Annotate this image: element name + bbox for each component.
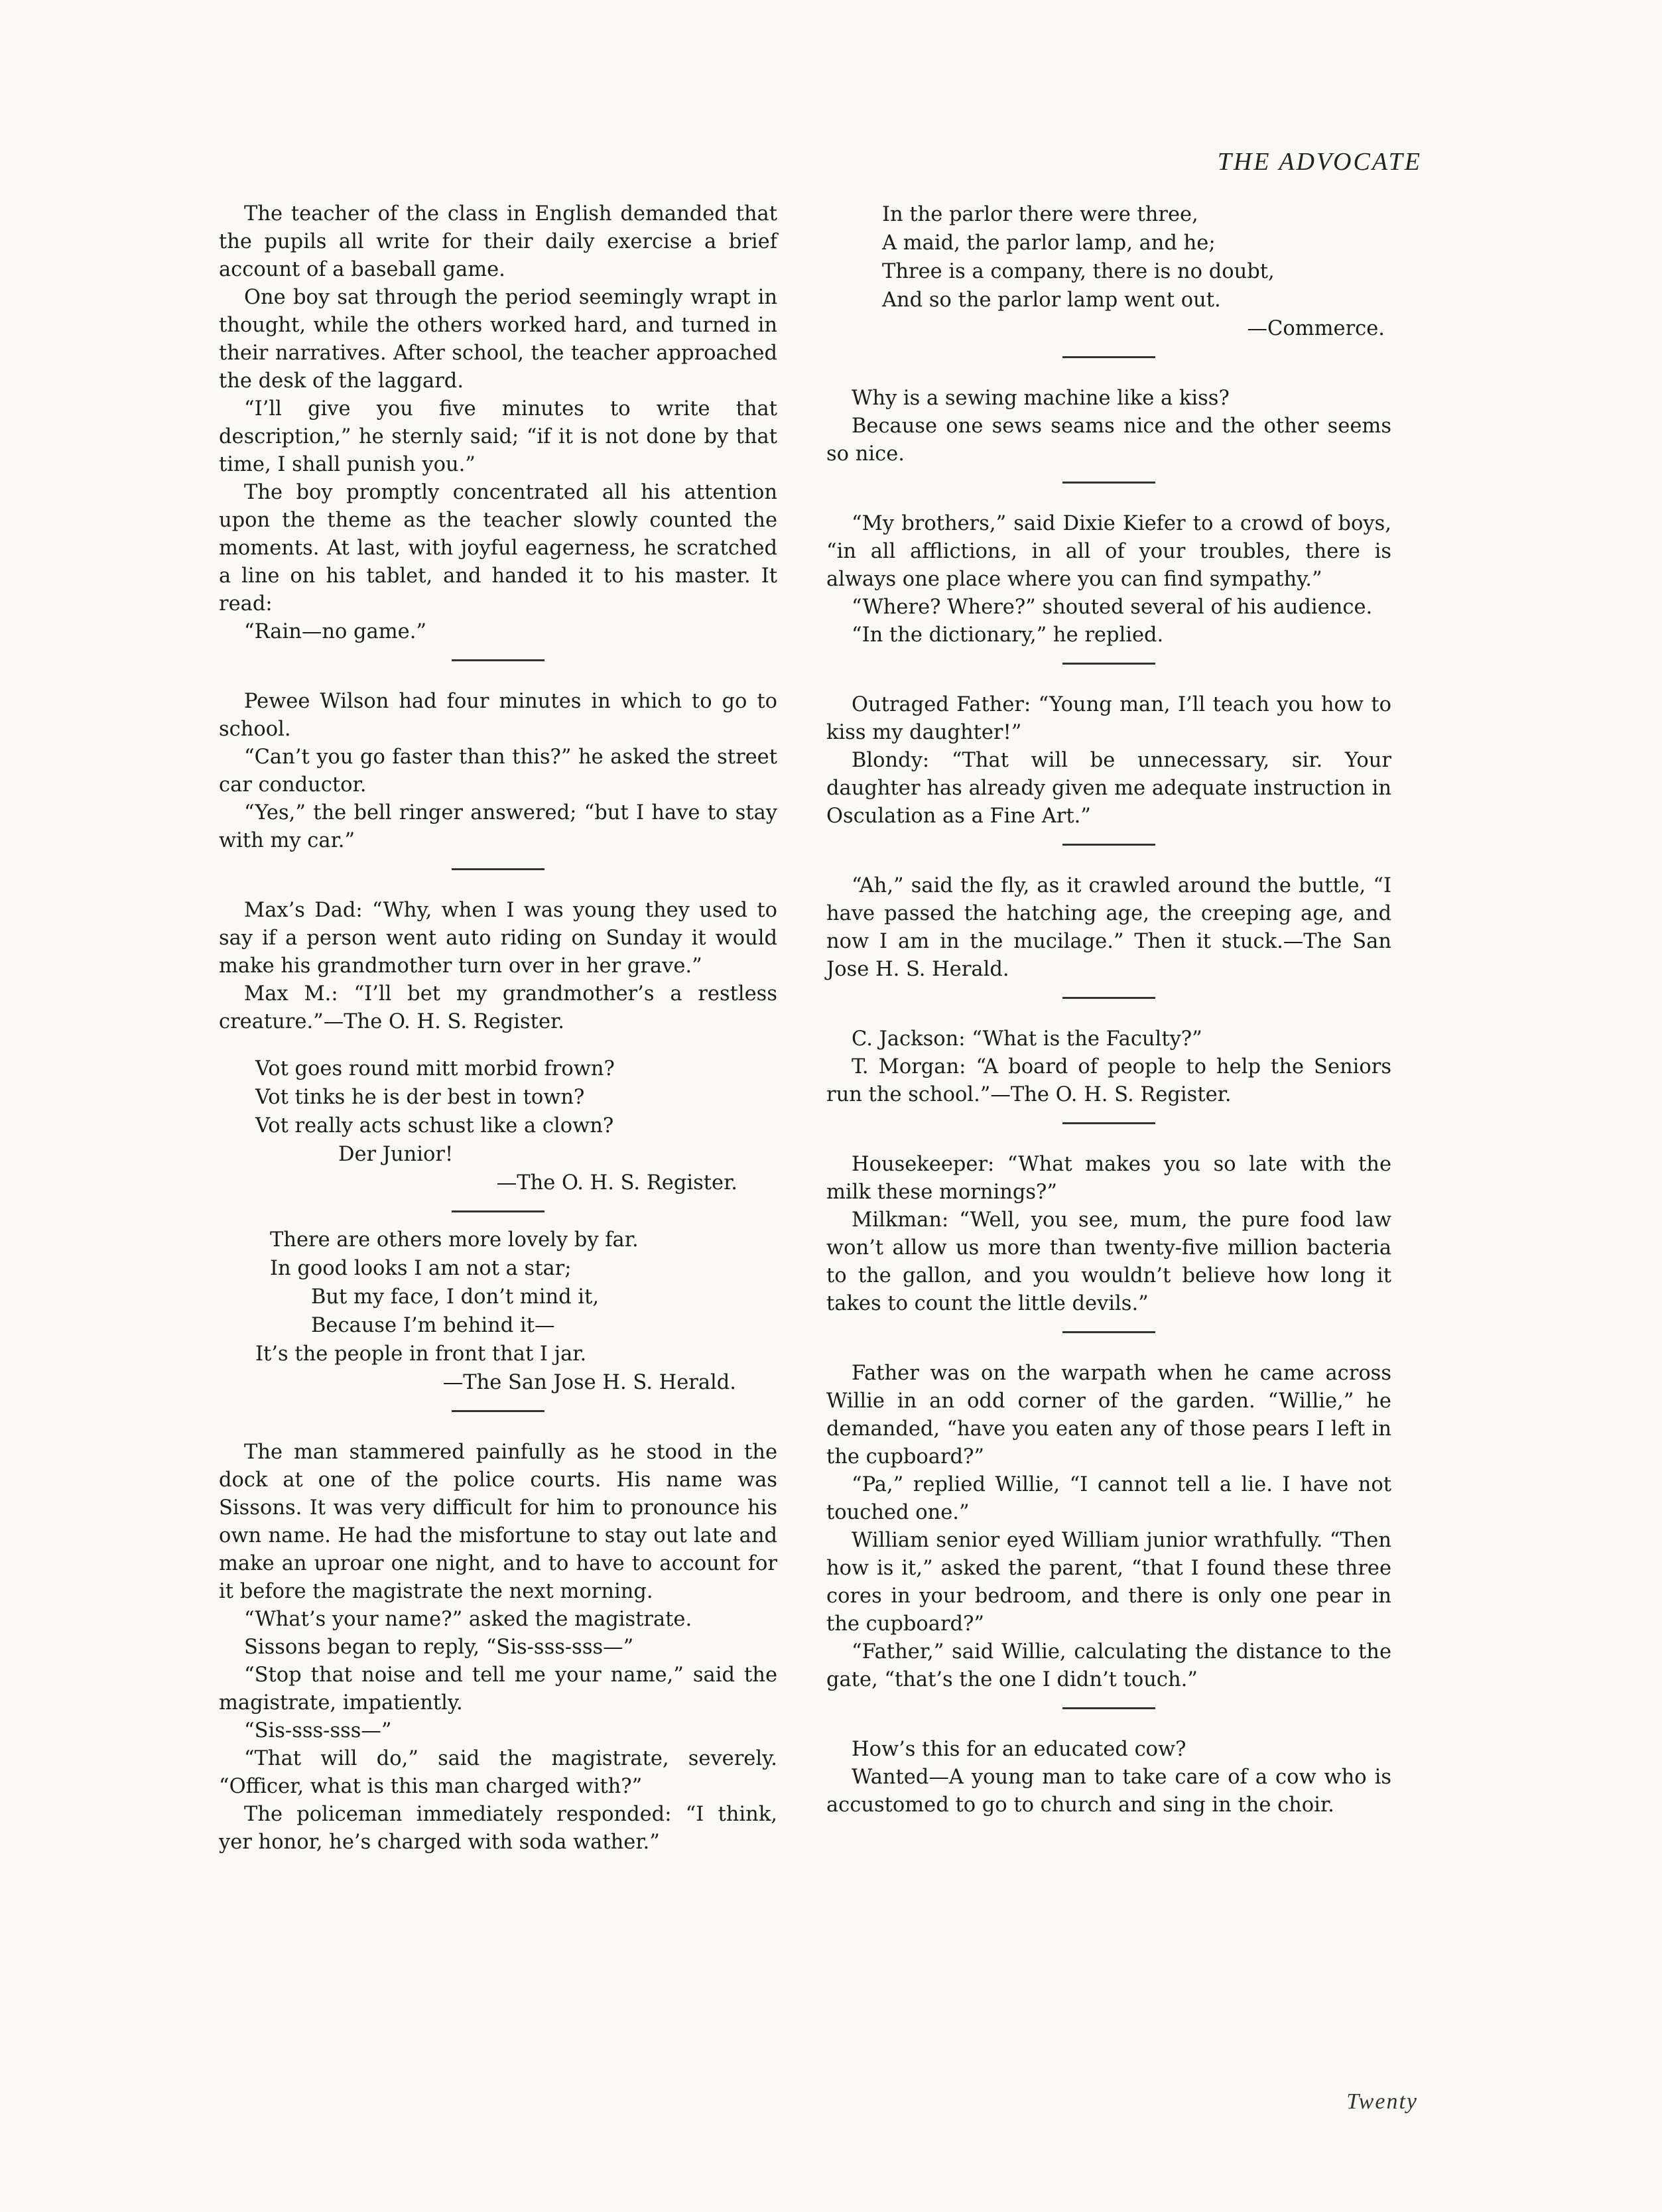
paragraph: The boy promptly concentrated all his attention upon the theme as the teacher slowly counted the moments. At last, with joyful eagerness, he scratched a line on his tablet, and handed it to his master. It read:: [219, 481, 777, 616]
verse-line: Because I’m behind it—: [311, 1314, 555, 1337]
milkman-joke: [826, 1151, 1391, 1318]
section-divider: [1062, 663, 1155, 665]
willie-joke: [826, 1360, 1391, 1694]
section-divider: [452, 868, 544, 870]
paragraph: “Sis-sss-sss—”: [244, 1719, 392, 1742]
faculty-joke: [826, 1025, 1391, 1109]
paragraph: “My brothers,” said Dixie Kiefer to a crowd of boys, “in all afflictions, in all of your troubles, there is always one place where you can find sympathy.”: [826, 512, 1391, 591]
paragraph: “That will do,” said the magistrate, severely. “Officer, what is this man charged with?”: [219, 1747, 777, 1798]
parlor-verse: [826, 200, 1391, 343]
paragraph: “Pa,” replied Willie, “I cannot tell a lie. I have not touched one.”: [826, 1473, 1391, 1524]
right-column: [826, 200, 1391, 1819]
paragraph: One boy sat through the period seemingly wrapt in thought, while the others worked hard, and turned in their narratives. After school, the teacher approached the desk of the laggard.: [219, 286, 777, 393]
paragraph: Sissons began to reply, “Sis-sss-sss—”: [244, 1636, 634, 1659]
section-divider: [452, 1210, 544, 1212]
junior-verse: [219, 1055, 777, 1197]
paragraph: T. Morgan: “A board of people to help the Seniors run the school.”—The O. H. S. Register.: [826, 1055, 1391, 1106]
paragraph: William senior eyed William junior wrathfully. “Then how is it,” asked the parent, “that I found these three cores in your bedroom, and there is only one pear in the cupboard?”: [826, 1529, 1391, 1636]
paragraph: C. Jackson: “What is the Faculty?”: [852, 1027, 1202, 1051]
section-divider: [1062, 997, 1155, 999]
left-column: [219, 200, 777, 1856]
paragraph: Father was on the warpath when he came across Willie in an odd corner of the garden. “Willie,” he demanded, “have you eaten any of those pears I left in the cupboard?”: [826, 1362, 1391, 1468]
attribution: —Commerce.: [1247, 317, 1385, 340]
page-number: Twenty: [1346, 2089, 1418, 2114]
pewee-joke: [219, 688, 777, 855]
verse-line: It’s the people in front that I jar.: [255, 1342, 587, 1366]
paragraph: Outraged Father: “Young man, I’ll teach you how to kiss my daughter!”: [826, 693, 1391, 744]
paragraph: Why is a sewing machine like a kiss?: [852, 387, 1230, 410]
section-divider: [1062, 844, 1155, 846]
paragraph: “Ah,” said the fly, as it crawled around the buttle, “I have passed the hatching age, the creeping age, and now I am in the mucilage.” Then it stuck.—The San Jose H. S. Herald.: [826, 874, 1391, 981]
fly-joke: [826, 872, 1391, 984]
running-head: THE ADVOCATE: [1217, 148, 1422, 176]
dixie-joke: [826, 510, 1391, 649]
verse-line: In the parlor there were three,: [882, 203, 1198, 226]
paragraph: Wanted—A young man to take care of a cow who is accustomed to go to church and sing in the choir.: [826, 1766, 1391, 1817]
paragraph: “Where? Where?” shouted several of his audience.: [852, 596, 1373, 619]
section-divider: [1062, 1707, 1155, 1709]
section-divider: [452, 1410, 544, 1412]
paragraph: How’s this for an educated cow?: [852, 1738, 1186, 1761]
cow-joke: [826, 1736, 1391, 1819]
paragraph: “Father,” said Willie, calculating the distance to the gate, “that’s the one I didn’t touch.”: [826, 1640, 1391, 1691]
section-divider: [452, 659, 544, 661]
verse-line: Vot tinks he is der best in town?: [255, 1086, 585, 1109]
sewing-joke: [826, 385, 1391, 468]
paragraph: Housekeeper: “What makes you so late with the milk these mornings?”: [826, 1153, 1391, 1204]
paragraph: The policeman immediately responded: “I think, yer honor, he’s charged with soda wather.”: [219, 1803, 777, 1854]
paragraph: “Stop that noise and tell me your name,” said the magistrate, impatiently.: [219, 1663, 777, 1715]
lovely-verse: [219, 1226, 777, 1397]
paragraph: Milkman: “Well, you see, mum, the pure food law won’t allow us more than twenty-five million bacteria to the gallon, and you wouldn’t believe how long it takes to count the little devils.”: [826, 1208, 1391, 1315]
paragraph: “I’ll give you five minutes to write that description,” he sternly said; “if it is not done by that time, I shall punish you.”: [219, 397, 777, 476]
verse-line: But my face, I don’t mind it,: [311, 1285, 600, 1309]
section-divider: [1062, 356, 1155, 358]
verse-line: Vot really acts schust like a clown?: [255, 1114, 614, 1138]
verse-line: Three is a company, there is no doubt,: [882, 260, 1275, 283]
section-divider: [1062, 1331, 1155, 1333]
verse-line: In good looks I am not a star;: [270, 1257, 572, 1280]
paragraph: The teacher of the class in English demanded that the pupils all write for their daily exercise a brief account of a baseball game.: [219, 202, 777, 281]
paragraph: “Yes,” the bell ringer answered; “but I have to stay with my car.”: [219, 801, 777, 852]
paragraph: The man stammered painfully as he stood in the dock at one of the police courts. His name was Sissons. It was very difficult for him to pronounce his own name. He had the misfortune to stay out late and make an uproar one night, and to have to account for it before the magistrate the next morning.: [219, 1441, 777, 1603]
paragraph: “What’s your name?” asked the magistrate.: [244, 1608, 692, 1631]
paragraph: Max M.: “I’ll bet my grandmother’s a restless creature.”—The O. H. S. Register.: [219, 982, 777, 1033]
verse-line: A maid, the parlor lamp, and he;: [882, 231, 1216, 255]
paragraph: “In the dictionary,” he replied.: [852, 623, 1164, 647]
section-divider: [1062, 1122, 1155, 1124]
max-joke: [219, 897, 777, 1036]
attribution: —The O. H. S. Register.: [496, 1171, 737, 1195]
paragraph: “Can’t you go faster than this?” he asked the street car conductor.: [219, 746, 777, 797]
attribution: —The San Jose H. S. Herald.: [442, 1371, 736, 1394]
sissons-joke: [219, 1439, 777, 1856]
paragraph: “Rain—no game.”: [244, 620, 427, 643]
baseball-joke: [219, 200, 777, 646]
paragraph: Because one sews seams nice and the other seems so nice.: [826, 415, 1391, 466]
verse-line: Der Junior!: [338, 1143, 454, 1166]
paragraph: Max’s Dad: “Why, when I was young they used to say if a person went auto riding on Sunday it would make his grandmother turn over in her grave.”: [219, 899, 777, 978]
verse-line: Vot goes round mitt morbid frown?: [255, 1057, 615, 1080]
verse-line: And so the parlor lamp went out.: [882, 289, 1221, 312]
paragraph: Pewee Wilson had four minutes in which to go to school.: [219, 690, 777, 741]
outraged-father-joke: [826, 691, 1391, 830]
section-divider: [1062, 482, 1155, 484]
paragraph: Blondy: “That will be unnecessary, sir. Your daughter has already given me adequate instruction in Osculation as a Fine Art.”: [826, 749, 1391, 828]
verse-line: There are others more lovely by far.: [270, 1228, 639, 1252]
